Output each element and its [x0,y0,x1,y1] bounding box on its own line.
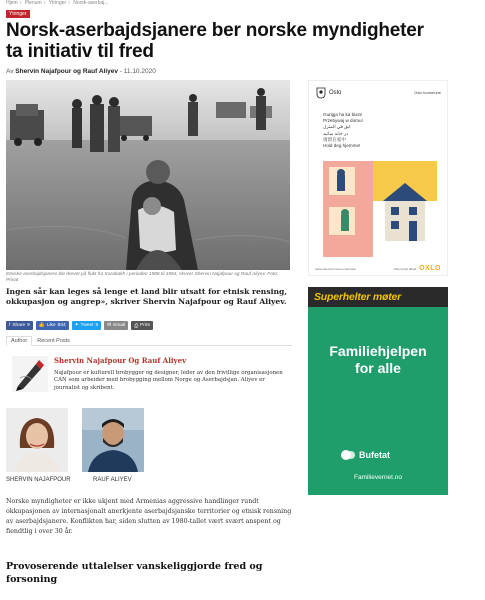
email-icon: ✉ [107,323,112,328]
article-headline: Norsk-aserbajdsjanere ber norske myndigheter ta initiativ til fred [6,20,424,62]
refugee-photo-illustration [6,80,290,270]
woman-portrait-icon [6,408,68,472]
bufetat-headline: Familiehjelpen for alle [329,343,427,376]
article-lead: Ingen sår kan leges så lenge et land blir utsatt for etnisk rensing, okkupasjon og angrep», skriver Shervin Najafpour og Rauf Aliyev. [6,287,287,306]
man-portrait-icon [82,408,144,472]
article-subheading: Provoserende uttalelser vanskeliggjorde fred og forsoning [6,561,263,585]
email-button[interactable]: ✉ Email [104,321,128,330]
print-icon: ⎙ [134,323,139,329]
tab-recent-posts[interactable]: Recent Posts [37,338,70,344]
ad-bufetat[interactable] [308,287,448,495]
ad-oslo-kommune[interactable] [308,80,448,276]
bufetat-banner-text: Superhelter møter [314,291,402,303]
article-main-photo [6,80,290,270]
tab-author[interactable]: Author [6,336,32,346]
breadcrumb: Hjem › Plenum › Ytringer › Norsk-aserbaj... [6,0,109,6]
author-tabs [6,336,292,346]
portrait-label: SHERVIN NAJAFPOUR [6,477,71,483]
byline-prefix: Av [6,68,14,75]
portrait-label: RAUF ALIYEV [93,477,132,483]
twitter-icon: ✦ [74,323,79,328]
byline-date: - 11.10.2020 [119,68,156,75]
author-bio: Najafpour er kulturell brobygger og designer, leder av den frivillige organisasjonen CAN som arbeider med brobygging mellom Norge og Aserbajdsjan. Aliyev er journalist og skribent. [54,370,283,391]
bufetat-logo: Bufetat [341,449,390,461]
oslo-logo: Oslo [316,87,341,99]
print-button[interactable]: ⎙ Print [131,321,153,330]
oslo-ad-footer: Oslo byrett tilbud OXLO [393,265,441,272]
bufetat-logo-icon [341,449,355,461]
facebook-icon: f [9,323,11,328]
bufetat-banner [308,287,448,307]
oxlo-logo: OXLO [419,265,441,272]
oslo-multilingual-greeting: Gurigja ha ka bixin! Przebywaj w domu! ابق في المنزل در خانه بمانید 请留在家中 Hold deg hjemme! [323,112,363,149]
article-body-paragraph: Norske myndigheter er ikke ukjent med Armenias aggressive handlinger rundt okkupasjonen av internasjonalt anerkjente aserbajdsjanske territorier og etnisk rensning av aserbajdsjanere. Konflikten har, siden slutten av 1980-tallet vært svært anspent og fiendtlig i over 30 år. [6,498,292,535]
oslo-seal-icon [316,87,326,99]
stay-home-illustration [323,161,437,257]
category-badge[interactable]: Ytringer [6,10,30,18]
portrait-shervin-najafpour [6,408,68,472]
facebook-share-button[interactable]: f Share 9 [6,321,33,330]
tweet-button[interactable]: ✦ Tweet 5 [72,321,102,330]
byline-authors[interactable]: Shervin Najafpour og Rauf Aliyev [15,68,118,75]
portrait-rauf-aliyev [82,408,144,472]
byline [6,68,156,75]
breadcrumb-item-ytringer[interactable]: Ytringer [48,0,67,6]
photo-caption: Etniske aserbajdsjanere ble drevet på flukt fra Karabakh i perioden 1988 til 1994, skriver Shervin Najafpour og Rauf Aliyev. Foto: Privat [6,272,279,283]
author-box [6,350,292,408]
breadcrumb-item-current: Norsk-aserbaj... [73,0,109,6]
like-icon: 👍 [38,323,45,328]
share-buttons [6,321,153,330]
oslo-ad-url: www.oslo.kommune.no/korona [315,267,356,271]
author-name[interactable]: Shervin Najafpour Og Rauf Aliyev [54,356,187,365]
pen-icon [12,356,48,392]
facebook-like-button[interactable]: 👍 Like 834 [36,321,69,330]
oslo-kommune-label: Oslo kommune [414,90,441,95]
author-avatar [12,356,48,392]
breadcrumb-item-home[interactable]: Hjem [6,0,18,6]
bufetat-url: Familievernet.no [353,474,403,481]
breadcrumb-item-plenum[interactable]: Plenum [24,0,42,6]
